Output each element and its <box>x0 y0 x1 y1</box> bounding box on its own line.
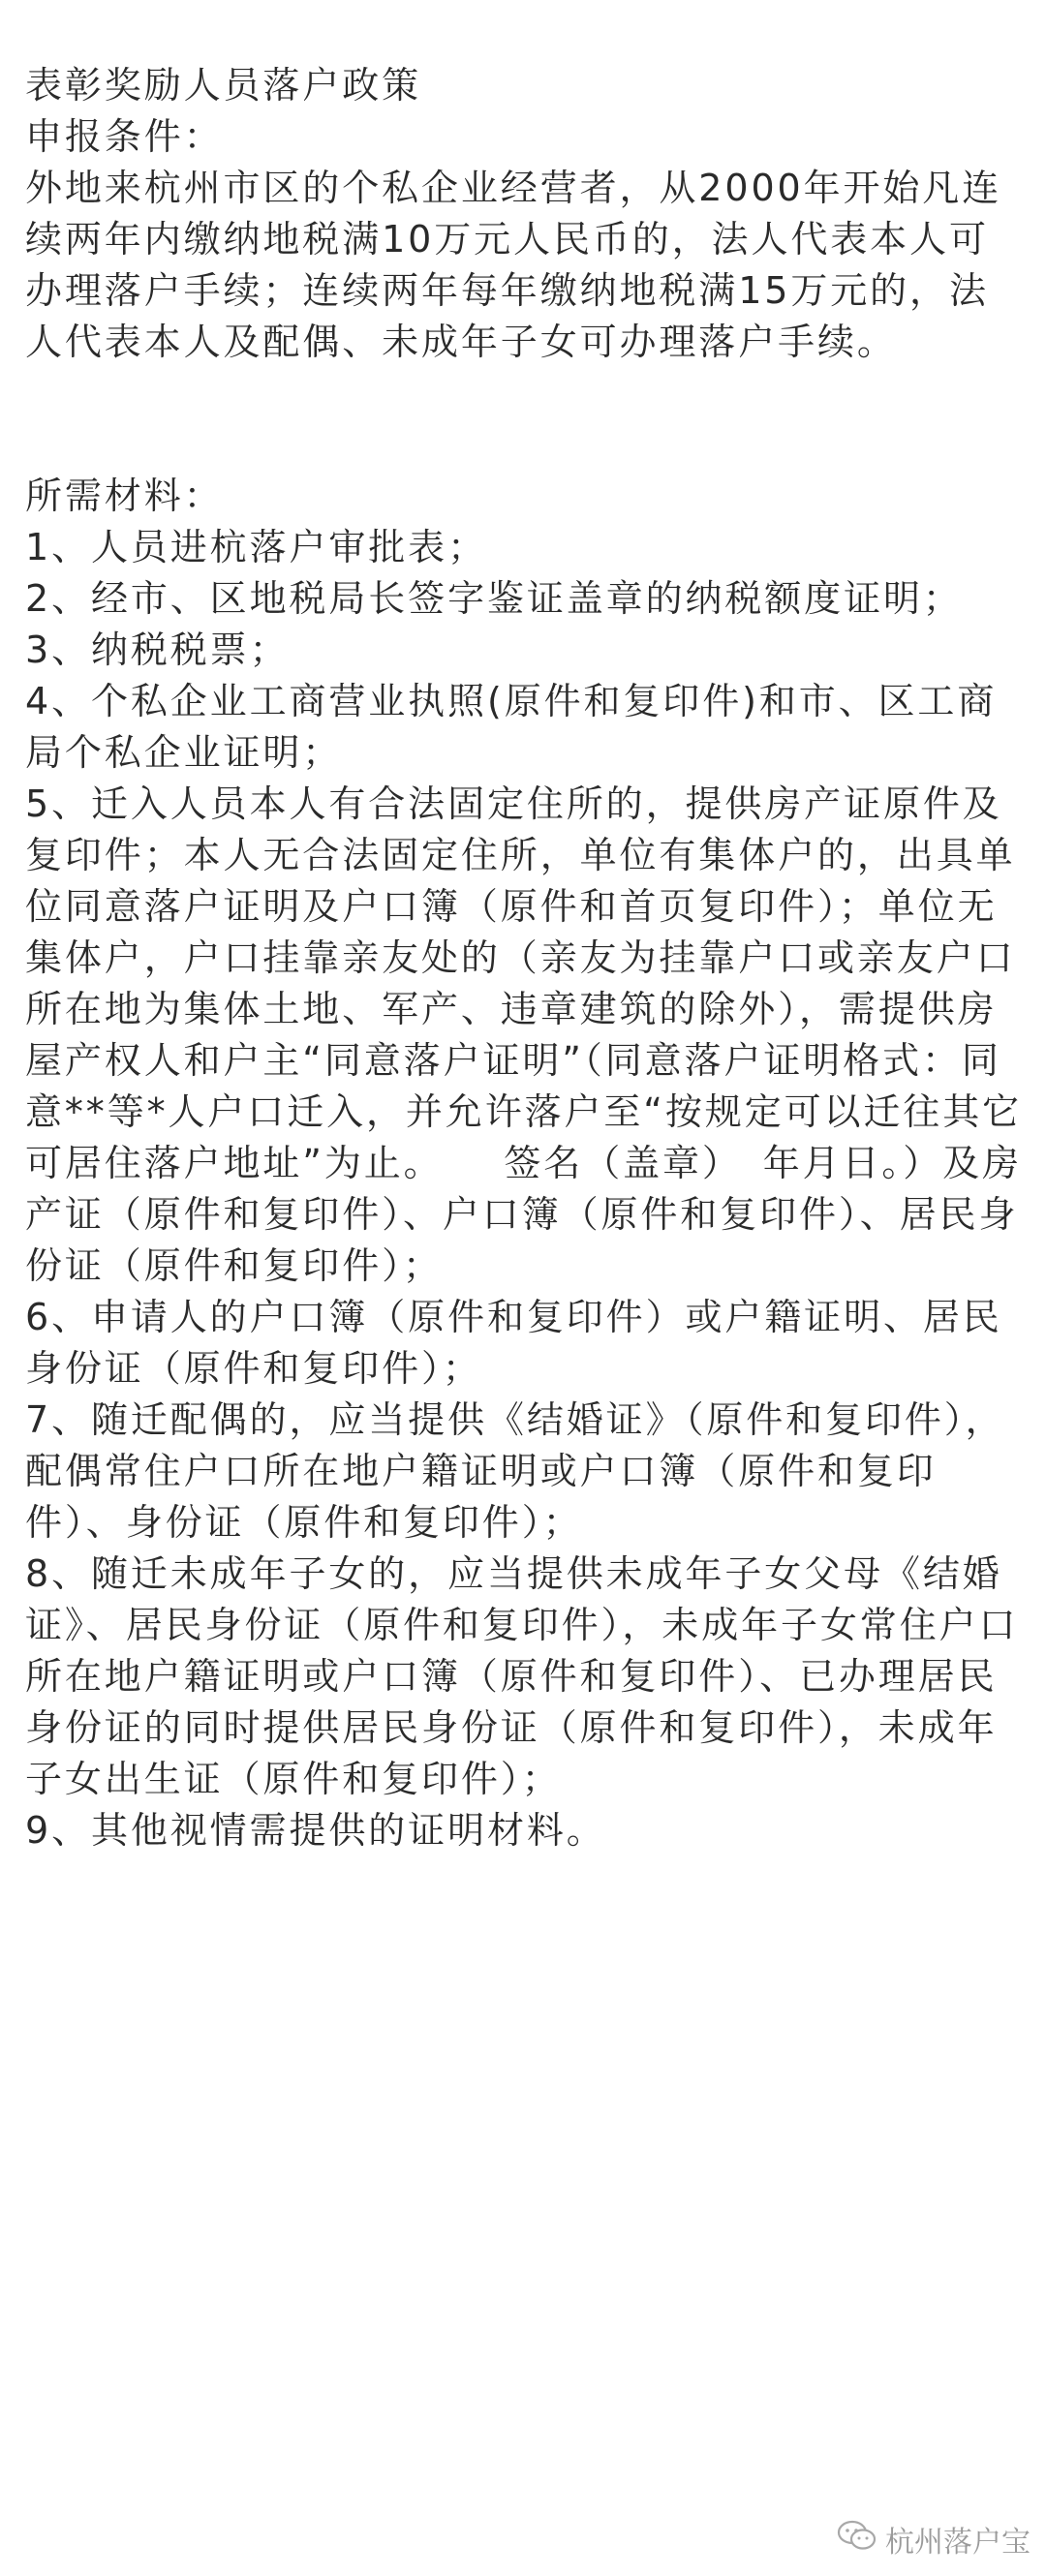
paragraph-spacer <box>25 368 1023 471</box>
materials-item-5: 5、迁入人员本人有合法固定住所的，提供房产证原件及复印件；本人无合法固定住所，单位有集体户的，出具单位同意落户证明及户口簿（原件和首页复印件）；单位无集体户，户口挂靠亲友处的（亲友为挂靠户口或亲友户口所在地为集体土地、军产、违章建筑的除外），需提供房屋产权人和户主“同意落户证明”（同意落户证明格式：同意**等*人户口迁入，并允许落户至“按规定可以迁往其它可居住落户地址”为止。 签名（盖章） 年月日。）及房产证（原件和复印件）、户口簿（原件和复印件）、居民身份证（原件和复印件）； <box>25 782 1022 1287</box>
materials-item-3: 3、纳税税票； <box>25 629 290 671</box>
conditions-text: 外地来杭州市区的个私企业经营者，从2000年开始凡连续两年内缴纳地税满10万元人民币的，法人代表本人可办理落户手续；连续两年每年缴纳地税满15万元的，法人代表本人及配偶、未成年子女可办理落户手续。 <box>25 167 1002 363</box>
materials-item-9: 9、其他视情需提供的证明材料。 <box>25 1809 606 1852</box>
materials-item-2: 2、经市、区地税局长签字鉴证盖章的纳税额度证明； <box>25 577 963 620</box>
conditions-heading: 申报条件： <box>25 115 224 158</box>
materials-item-1: 1、人员进杭落户审批表； <box>25 526 487 568</box>
materials-heading: 所需材料： <box>25 475 224 517</box>
document-title: 表彰奖励人员落户政策 <box>25 64 422 107</box>
materials-item-4: 4、个私企业工商营业执照(原件和复印件)和市、区工商局个私企业证明； <box>25 680 998 774</box>
watermark <box>837 2518 1031 2561</box>
wechat-icon <box>837 2519 877 2560</box>
watermark-text: 杭州落户宝 <box>885 2526 1031 2560</box>
materials-item-8: 8、随迁未成年子女的，应当提供未成年子女父母《结婚证》、居民身份证（原件和复印件），未成年子女常住户口所在地户籍证明或户口簿（原件和复印件）、已办理居民身份证的同时提供居民身份证（原件和复印件），未成年子女出生证（原件和复印件）； <box>25 1552 1019 1800</box>
materials-item-6: 6、申请人的户口簿（原件和复印件）或户籍证明、居民身份证（原件和复印件）； <box>25 1296 1002 1390</box>
document-body <box>25 60 1023 1856</box>
materials-item-7: 7、随迁配偶的，应当提供《结婚证》（原件和复印件），配偶常住户口所在地户籍证明或户口簿（原件和复印件）、身份证（原件和复印件）； <box>25 1398 1005 1544</box>
